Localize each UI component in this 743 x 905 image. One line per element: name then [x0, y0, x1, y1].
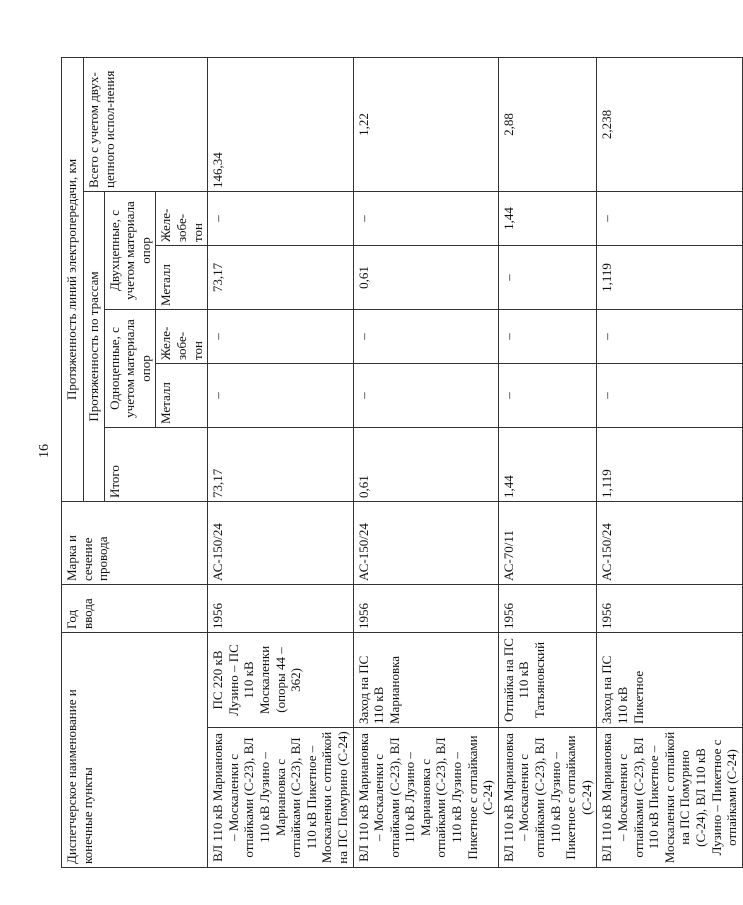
row-single-metal: –: [208, 364, 353, 428]
row-points: Отпайка на ПС 110 кВ Татьяновский: [498, 633, 597, 728]
page-number: 16: [37, 444, 52, 458]
row-single-concrete: –: [498, 310, 597, 364]
row-all: 2,88: [498, 57, 597, 191]
row-total: 1,119: [597, 428, 742, 502]
row-year: 1956: [498, 585, 597, 633]
header-single-metal: Металл: [156, 364, 208, 428]
row-single-concrete: –: [353, 310, 498, 364]
table-row: [498, 57, 597, 867]
row-single-concrete: –: [597, 310, 742, 364]
row-double-metal: –: [498, 246, 597, 310]
header-double-metal: Металл: [156, 246, 208, 310]
header-double-concrete: Желе-зобе-тон: [156, 192, 208, 246]
header-single-concrete: Желе-зобе-тон: [156, 310, 208, 364]
header-wire: Марка и сечение провода: [62, 502, 208, 585]
header-year: Год ввода: [62, 585, 208, 633]
row-single-metal: –: [597, 364, 742, 428]
row-name: ВЛ 110 кВ Мариановка – Москаленки с отпайками (С-23), ВЛ 110 кВ Лузино – Мариановка с отпайками (С-23), ВЛ 110 кВ Лузино – Пикетное с отпайками (С-24): [353, 728, 498, 868]
row-total: 0,61: [353, 428, 498, 502]
row-year: 1956: [597, 585, 742, 633]
row-name: ВЛ 110 кВ Мариановка – Москаленки с отпайками (С-23), ВЛ 110 кВ Пикетное – Москаленки с отпайкой на ПС Помурино (С-24), ВЛ 110 кВ Лузино – Пикетное с отпайками (С-24): [597, 728, 742, 868]
row-name: ВЛ 110 кВ Мариановка – Москаленки с отпайками (С-23), ВЛ 110 кВ Лузино – Пикетное с отпайками (С-24): [498, 728, 597, 868]
row-double-metal: 0,61: [353, 246, 498, 310]
row-single-concrete: –: [208, 310, 353, 364]
header-route-group: Протяженность по трассам: [84, 192, 105, 502]
row-double-concrete: –: [597, 192, 742, 246]
table-row: [353, 57, 498, 867]
row-points: Заход на ПС 110 кВ Пикетное: [597, 633, 742, 728]
row-year: 1956: [208, 585, 353, 633]
row-wire: АС-150/24: [353, 502, 498, 585]
row-wire: АС-70/11: [498, 502, 597, 585]
row-points: Заход на ПС 110 кВ Мариановка: [353, 633, 498, 728]
row-single-metal: –: [353, 364, 498, 428]
row-total: 1,44: [498, 428, 597, 502]
header-total: Итого: [104, 428, 208, 502]
row-double-concrete: –: [353, 192, 498, 246]
row-single-metal: –: [498, 364, 597, 428]
row-name: ВЛ 110 кВ Мариановка – Москаленки с отпайками (С-23), ВЛ 110 кВ Лузино – Мариановка с отпайками (С-23), ВЛ 110 кВ Пикетное – Москаленки с отпайкой на ПС Помурино (С-24): [208, 728, 353, 868]
row-total: 73,17: [208, 428, 353, 502]
row-all: 146,34: [208, 57, 353, 191]
row-points: ПС 220 кВ Лузино – ПС 110 кВ Москаленки (опоры 44 – 362): [208, 633, 353, 728]
header-dispatch-name: Диспетчерское наименование и конечные пункты: [62, 633, 208, 868]
table-row: [597, 57, 742, 867]
power-lines-table: [61, 57, 743, 868]
header-double-circuit: Двухцепные, с учетом материала опор: [104, 192, 156, 310]
row-all: 1,22: [353, 57, 498, 191]
row-double-metal: 1,119: [597, 246, 742, 310]
row-double-concrete: –: [208, 192, 353, 246]
table-row: [208, 57, 353, 867]
row-wire: АС-150/24: [597, 502, 742, 585]
row-year: 1956: [353, 585, 498, 633]
header-total-double: Всего с учетом двух-цепного испол-нения: [84, 57, 208, 191]
rotated-table-container: [61, 58, 740, 868]
row-double-concrete: 1,44: [498, 192, 597, 246]
header-single-circuit: Одноцепные, с учетом материала опор: [104, 310, 156, 428]
header-length-group: Протяженность линий электропередачи, км: [62, 57, 84, 501]
row-double-metal: 73,17: [208, 246, 353, 310]
row-wire: АС-150/24: [208, 502, 353, 585]
row-all: 2,238: [597, 57, 742, 191]
